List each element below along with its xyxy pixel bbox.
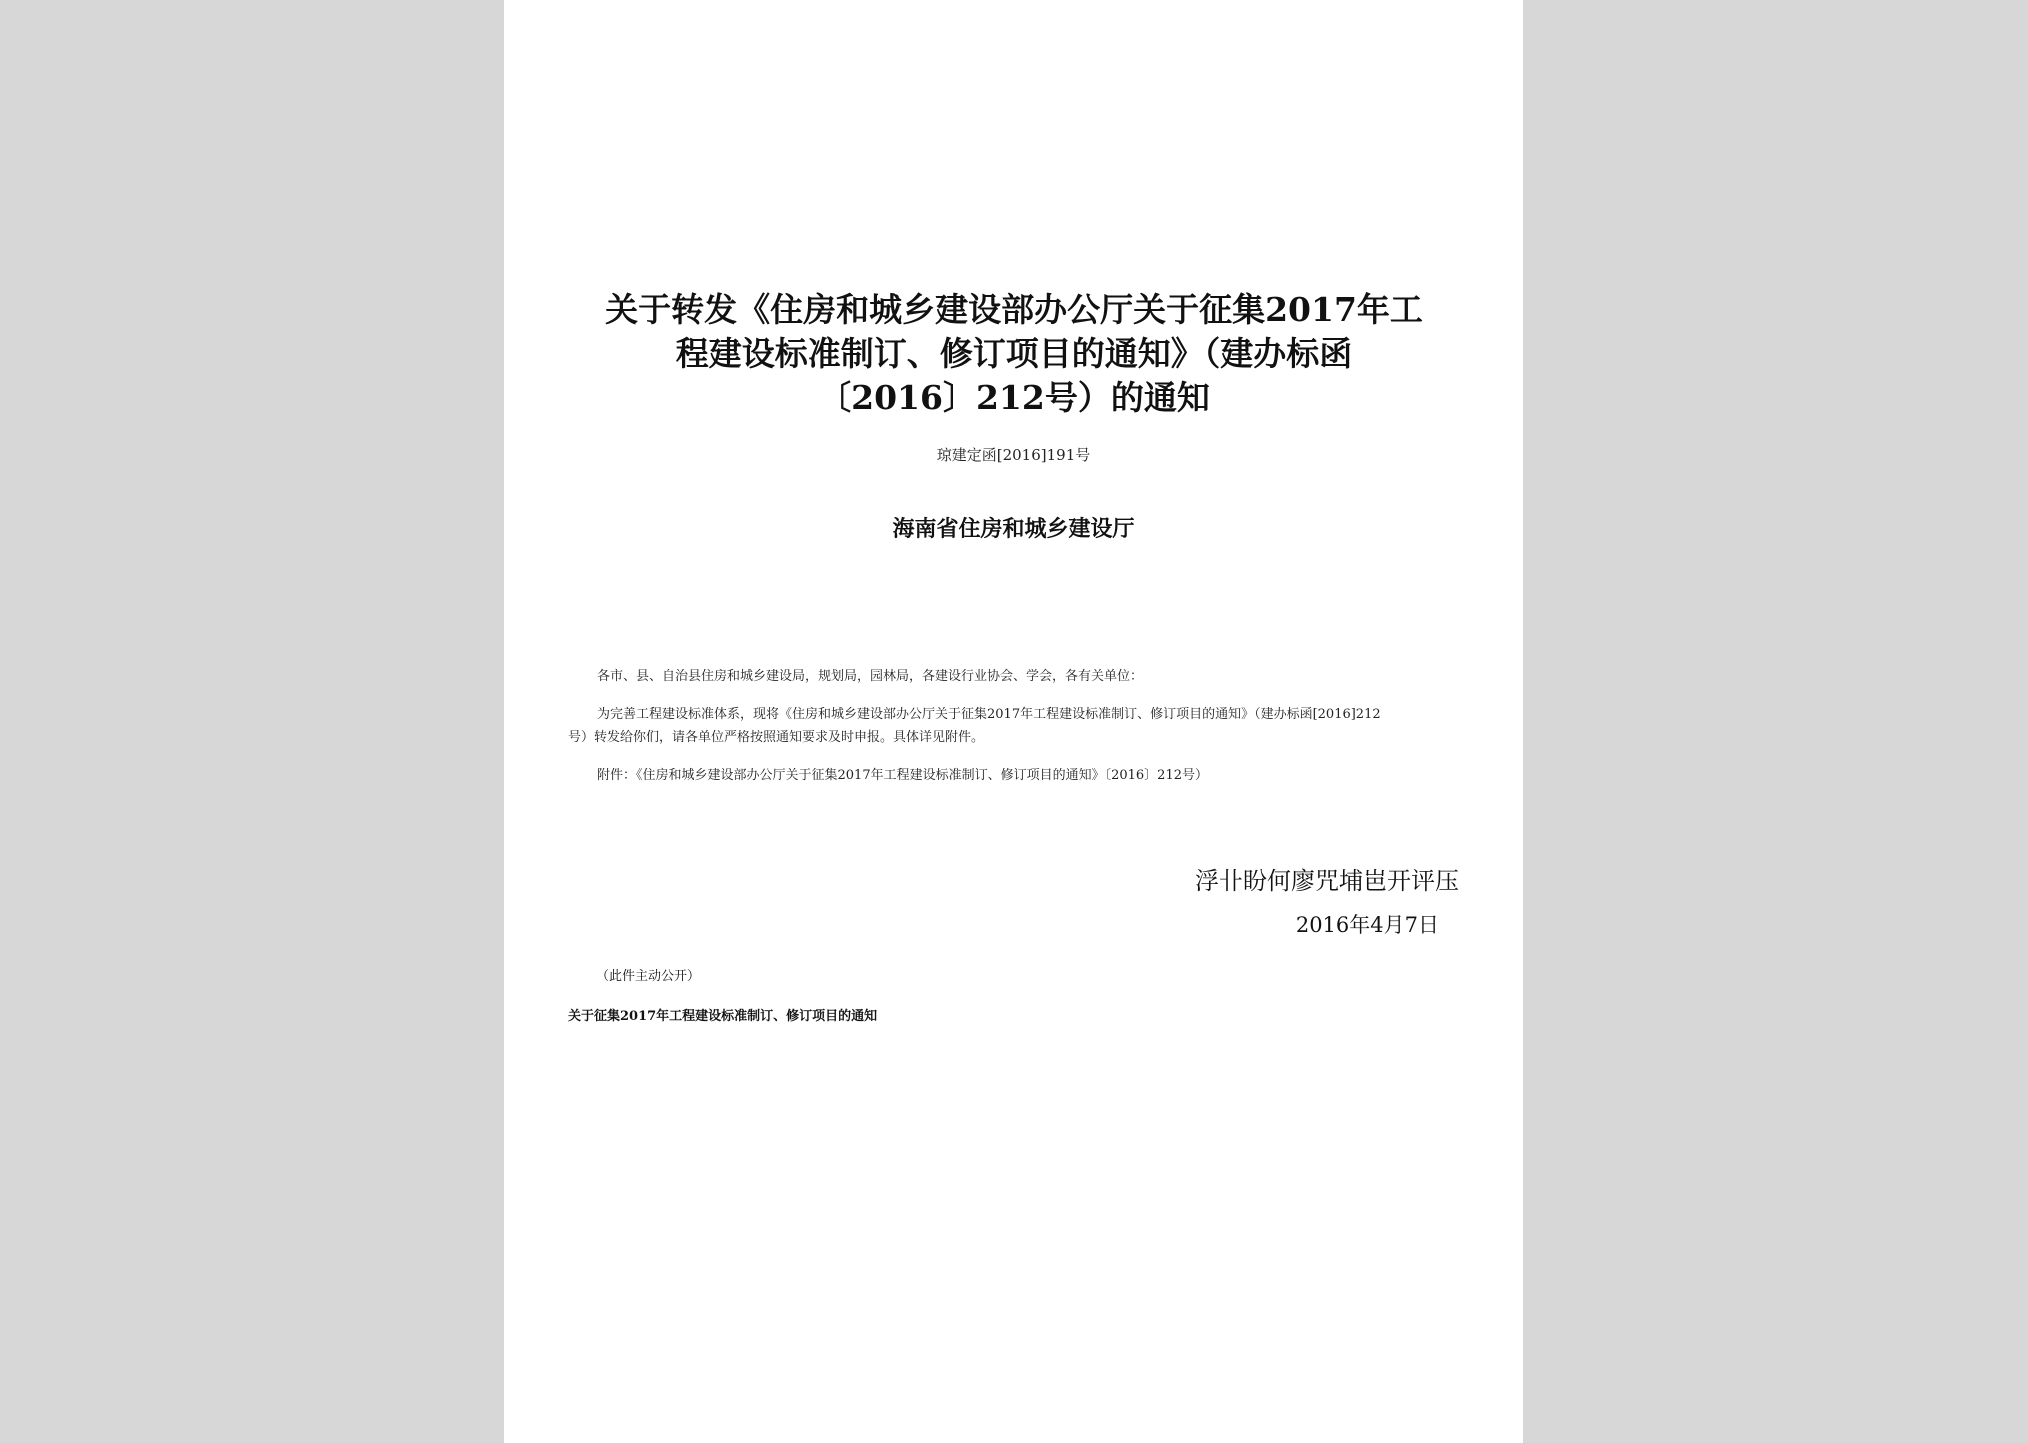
body-paragraph-line-2: 号）转发给你们，请各单位严格按照通知要求及时申报。具体详见附件。 <box>568 730 985 745</box>
signature-organization: 浮卝盼何廖咒埔岜开评压 <box>1195 867 1459 895</box>
document-page <box>504 0 1523 1443</box>
addressee: 各市、县、自治县住房和城乡建设局，规划局，园林局，各建设行业协会、学会，各有关单位： <box>597 669 1144 684</box>
title-line-1: 关于转发《住房和城乡建设部办公厅关于征集2017年工 <box>605 290 1423 329</box>
title-line-3: 〔2016〕212号）的通知 <box>818 378 1210 417</box>
document-number: 琼建定函[2016]191号 <box>936 446 1091 464</box>
document-title <box>564 288 1464 420</box>
attachment-title: 关于征集2017年工程建设标准制订、修订项目的通知 <box>568 1009 878 1024</box>
signature-date: 2016年4月7日 <box>1295 913 1439 937</box>
disclosure-note: （此件主动公开） <box>596 969 701 984</box>
issuing-authority: 海南省住房和城乡建设厅 <box>892 516 1135 542</box>
attachment-reference: 附件：《住房和城乡建设部办公厅关于征集2017年工程建设标准制订、修订项目的通知》〔2016〕212号） <box>597 768 1208 783</box>
title-line-2: 程建设标准制订、修订项目的通知》（建办标函 <box>675 334 1353 373</box>
body-paragraph-line-1: 为完善工程建设标准体系，现将《住房和城乡建设部办公厅关于征集2017年工程建设标准制订、修订项目的通知》（建办标函[2016]212 <box>597 707 1381 722</box>
